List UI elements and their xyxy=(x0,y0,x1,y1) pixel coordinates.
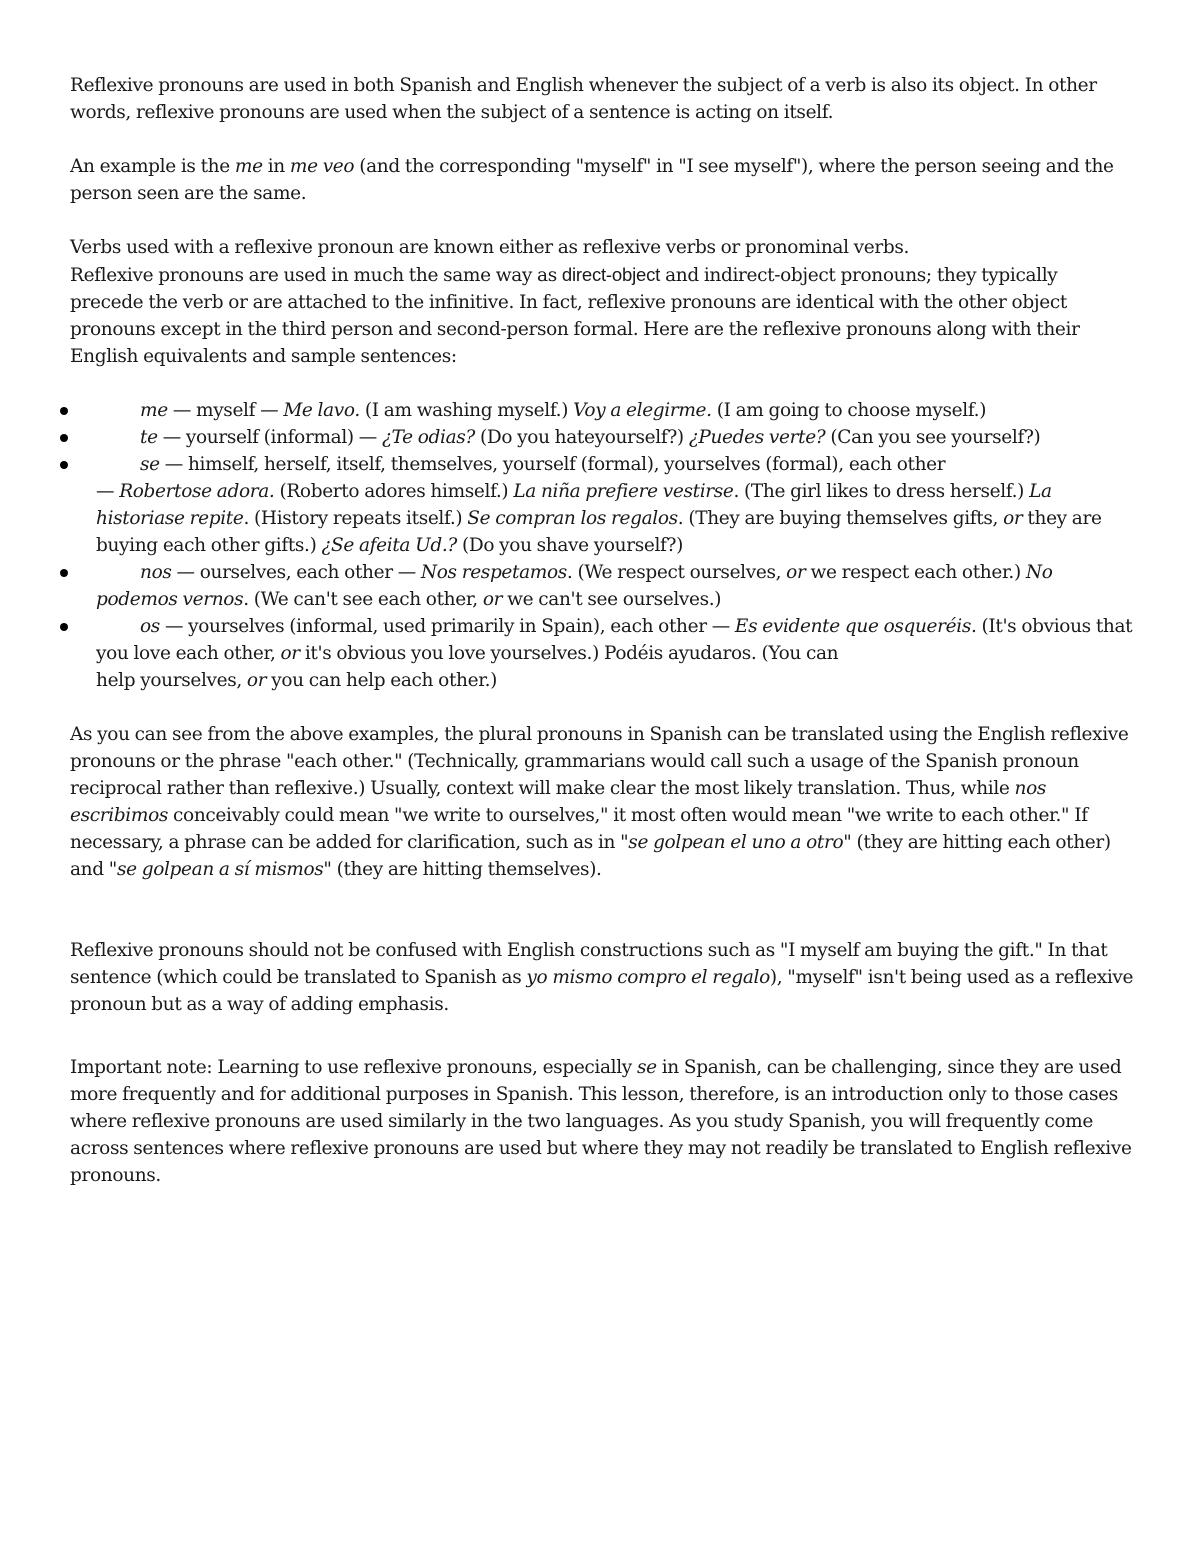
emphasis-paragraph xyxy=(70,937,1135,1018)
pronoun-meaning: — ourselves, each other — xyxy=(171,562,421,583)
pronoun-list xyxy=(70,397,1135,694)
example-me: me xyxy=(234,156,263,177)
example-sentence: Es evidente que osqueréis xyxy=(734,616,971,637)
example-translation: (Roberto adores himself.) xyxy=(274,481,514,502)
bullet-icon xyxy=(60,569,68,577)
paragraph-text: Important note: Learning to use reflexive pronouns, especially xyxy=(70,1057,637,1078)
example-sentence: ¿Te odias? xyxy=(381,427,475,448)
intro-paragraph: Reflexive pronouns are used in both Spanish and English whenever the subject of a verb is also its object. In other words, reflexive pronouns are used when the subject of a sentence is acting on itself. xyxy=(70,75,1097,123)
example-sentence: Robertose adora. xyxy=(119,481,275,502)
pronoun-te: te xyxy=(140,427,158,448)
example-sentence: No podemos vernos xyxy=(96,562,1053,610)
example-phrase: yo mismo compro el regalo xyxy=(526,967,770,988)
example-phrase: nos escribimos xyxy=(70,778,1047,826)
example-translation: help yourselves, xyxy=(96,670,247,691)
pronoun-me: me xyxy=(140,400,168,421)
example-sentence: La historiase repite xyxy=(96,481,1052,529)
example-translation: you can help each other.) xyxy=(266,670,498,691)
pronoun-meaning: — yourself (informal) — xyxy=(157,427,382,448)
list-item-se xyxy=(70,451,1135,559)
document-body xyxy=(70,72,1135,1189)
plural-paragraph xyxy=(70,721,1135,883)
example-translation: (Do you hateyourself?) xyxy=(474,427,689,448)
bullet-icon xyxy=(60,623,68,631)
paragraph-text: " (they are hitting themselves). xyxy=(323,859,602,880)
example-translation: we can't see ourselves.) xyxy=(502,589,722,610)
paragraph-text: Reflexive pronouns should not be confused with English constructions such as "I myself am buying the gift." In that sentence (which could be translated to Spanish as xyxy=(70,940,1108,988)
verbs-paragraph xyxy=(70,234,1135,370)
example-translation: . (History repeats itself.) xyxy=(243,508,468,529)
example-translation: (I am going to choose myself.) xyxy=(711,400,987,421)
example-phrase: se xyxy=(636,1057,657,1078)
list-item-nos xyxy=(70,559,1135,613)
list-item-os xyxy=(70,613,1135,694)
example-translation: . (We can't see each other, xyxy=(243,589,483,610)
example-translation: . (They are buying themselves gifts, xyxy=(677,508,1004,529)
example-sentence: Se compran los regalos xyxy=(467,508,678,529)
bullet-icon xyxy=(60,461,68,469)
example-translation: . (It's obvious that you love each other, xyxy=(96,616,1133,664)
paragraph-text: " (they are hitting each other) and " xyxy=(70,832,1111,880)
example-sentence: Me lavo. xyxy=(283,400,360,421)
example-translation: it's obvious you love yourselves.) Podéis ayudaros. (You can xyxy=(299,643,839,664)
example-translation: . (We respect ourselves, xyxy=(566,562,787,583)
or-word: or xyxy=(1003,508,1023,529)
or-word: or xyxy=(786,562,806,583)
example-translation: they are buying each other gifts.) xyxy=(96,508,1102,556)
or-word: or xyxy=(246,670,267,691)
important-note-paragraph xyxy=(70,1054,1135,1189)
example-paragraph xyxy=(70,153,1135,207)
paragraph-text: As you can see from the above examples, the plural pronouns in Spanish can be translated using the English reflexive pronouns or the phrase "each other." (Technically, grammarians would call such a usage of the Spanish pronoun reciprocal rather than reflexive.) Usually, context will make clear the most likely translation. Thus, while xyxy=(70,724,1129,799)
usage-text: Reflexive pronouns are used in much the same way as xyxy=(70,265,562,286)
example-sentence: Nos respetamos xyxy=(420,562,567,583)
example-translation: . (The girl likes to dress herself.) xyxy=(733,481,1030,502)
example-text: in xyxy=(262,156,290,177)
example-translation: (Can you see yourself?) xyxy=(825,427,1041,448)
example-text: (and the corresponding "myself" in "I see myself"), where the person seeing and the person seen are the same. xyxy=(70,156,1114,204)
bullet-icon xyxy=(60,407,68,415)
list-item-te xyxy=(70,424,1135,451)
bullet-icon xyxy=(60,434,68,442)
example-sentence: ¿Se afeita Ud.? xyxy=(321,535,457,556)
example-translation: (I am washing myself.) xyxy=(359,400,574,421)
example-text: An example is the xyxy=(70,156,235,177)
pronoun-meaning: — yourselves (informal, used primarily in Spain), each other — xyxy=(159,616,735,637)
direct-object-term: direct-object xyxy=(561,264,661,285)
pronoun-os: os xyxy=(140,616,160,637)
example-translation: we respect each other.) xyxy=(805,562,1026,583)
pronoun-nos: nos xyxy=(140,562,172,583)
paragraph-text: ), "myself" isn't being used as a reflexive pronoun but as a way of adding emphasis. xyxy=(70,967,1134,1015)
pronoun-se: se xyxy=(140,454,160,475)
example-phrase: se golpean el uno a otro xyxy=(628,832,844,853)
example-sentence: Voy a elegirme. xyxy=(573,400,712,421)
example-sentence: ¿Puedes verte? xyxy=(688,427,826,448)
pronoun-meaning: — himself, herself, itself, themselves, yourself (formal), yourselves (formal), each other xyxy=(159,454,946,475)
pronoun-meaning: — myself — xyxy=(167,400,284,421)
usage-text: and indirect-object pronouns; they typically precede the verb or are attached to the infinitive. In fact, reflexive pronouns are identical with the other object pronouns except in the third person and second-person formal. Here are the reflexive pronouns along with their English equivalents and sample sentences: xyxy=(70,265,1080,367)
dash: — xyxy=(96,481,120,502)
example-phrase: se golpean a sí mismos xyxy=(116,859,324,880)
or-word: or xyxy=(280,643,300,664)
paragraph-text: in Spanish, can be challenging, since they are used more frequently and for additional purposes in Spanish. This lesson, therefore, is an introduction only to those cases where reflexive pronouns are used similarly in the two languages. As you study Spanish, you will frequently come across sentences where reflexive pronouns are used but where they may not readily be translated to English reflexive pronouns. xyxy=(70,1057,1132,1186)
paragraph-text: conceivably could mean "we write to ourselves," it most often would mean "we write to each other." If necessary, a phrase can be added for clarification, such as in " xyxy=(70,805,1088,853)
example-translation: (Do you shave yourself?) xyxy=(456,535,683,556)
example-me-veo: me veo xyxy=(289,156,355,177)
example-sentence: La niña prefiere vestirse xyxy=(513,481,734,502)
list-item-me xyxy=(70,397,1135,424)
or-word: or xyxy=(482,589,503,610)
verbs-line: Verbs used with a reflexive pronoun are known either as reflexive verbs or pronominal verbs. xyxy=(70,237,910,258)
